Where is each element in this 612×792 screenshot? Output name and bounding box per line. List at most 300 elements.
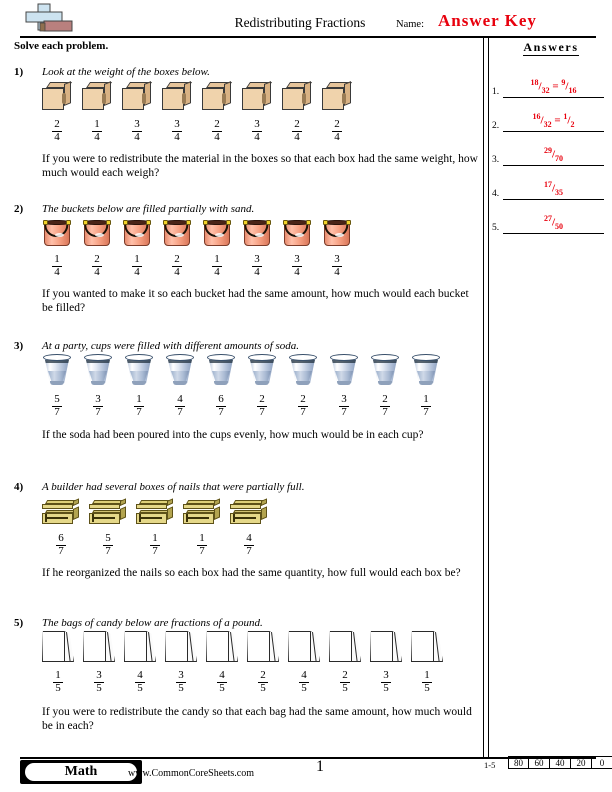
object-art (162, 217, 192, 247)
fraction-label (92, 119, 102, 143)
object-row-cups (42, 353, 441, 420)
fraction-label (212, 254, 222, 278)
fraction-label (150, 533, 160, 557)
score-cell[interactable]: 0 (592, 756, 612, 769)
problem-question: If you were to redistribute the material in the boxes so that each box had the same weight, how much would each weigh? (42, 153, 478, 180)
object-with-fraction (322, 82, 352, 145)
answer-blank-line (503, 199, 604, 200)
object-art (329, 353, 359, 387)
object-art (82, 82, 112, 112)
candy-bag-icon (288, 631, 320, 663)
fraction-numerator: 3 (254, 118, 260, 130)
answer-row-1 (492, 70, 604, 98)
score-cell[interactable]: 80 (508, 756, 529, 769)
bucket-icon (282, 217, 312, 247)
fraction-numerator: 2 (294, 118, 300, 130)
fraction-label (332, 254, 342, 278)
fraction-denominator: 5 (260, 681, 266, 694)
cardboard-box-icon (202, 82, 232, 112)
answer-number: 5. (492, 223, 500, 233)
object-art (124, 631, 156, 663)
answer-value: $^{29}/_{70}$ (543, 146, 564, 163)
answer-row-2 (492, 104, 604, 132)
fraction-label (216, 394, 226, 418)
object-with-fraction (122, 217, 152, 280)
fraction-label (340, 670, 350, 694)
page-number: 1 (316, 758, 324, 775)
object-art (322, 217, 352, 247)
object-art (370, 353, 400, 387)
bucket-icon (122, 217, 152, 247)
fraction-denominator: 4 (294, 130, 300, 143)
fraction-numerator: 1 (94, 118, 100, 130)
fraction-numerator: 2 (174, 253, 180, 265)
cardboard-box-icon (242, 82, 272, 112)
fraction-denominator: 7 (382, 405, 388, 418)
object-with-fraction (42, 353, 72, 420)
cardboard-box-icon (42, 82, 72, 112)
object-with-fraction (122, 82, 152, 145)
answer-number: 3. (492, 155, 500, 165)
object-with-fraction (411, 631, 443, 696)
fraction-numerator: 1 (214, 253, 220, 265)
fraction-label (132, 119, 142, 143)
fraction-numerator: 2 (94, 253, 100, 265)
answer-blank-line (503, 97, 604, 98)
fraction-label (381, 670, 391, 694)
fraction-denominator: 5 (301, 681, 307, 694)
nail-box-icon (183, 500, 221, 526)
fraction-numerator: 3 (96, 669, 102, 681)
problem-intro: The bags of candy below are fractions of a pound. (42, 617, 263, 629)
problem-intro: At a party, cups were filled with different amounts of soda. (42, 340, 300, 352)
object-art (288, 353, 318, 387)
fraction-label (94, 670, 104, 694)
problem-number: 4) (14, 481, 24, 493)
fraction-label (176, 670, 186, 694)
answer-simplified-denominator: 2 (570, 120, 575, 129)
fraction-label (257, 394, 267, 418)
object-with-fraction (242, 217, 272, 280)
object-with-fraction (206, 353, 236, 420)
problem-number: 3) (14, 340, 24, 352)
object-with-fraction (136, 500, 174, 559)
object-art (183, 500, 221, 526)
object-art (202, 82, 232, 112)
object-with-fraction (370, 631, 402, 696)
object-art (122, 217, 152, 247)
answer-numerator: 17 (543, 180, 552, 190)
object-with-fraction (89, 500, 127, 559)
bucket-icon (322, 217, 352, 247)
object-art (42, 500, 80, 526)
answers-heading-text: Answers (523, 40, 579, 54)
object-with-fraction (247, 353, 277, 420)
object-with-fraction (282, 217, 312, 280)
object-with-fraction (411, 353, 441, 420)
fraction-numerator: 1 (55, 669, 61, 681)
candy-bag-icon (83, 631, 115, 663)
fraction-denominator: 5 (383, 681, 389, 694)
candy-bag-icon (165, 631, 197, 663)
fraction-label (299, 670, 309, 694)
answer-denominator: 35 (555, 188, 564, 197)
instructions-text: Solve each problem. (14, 40, 109, 52)
object-with-fraction (42, 82, 72, 145)
page-header (0, 0, 612, 40)
answer-value: $^{18}/_{32} = ^9/_{16}$ (530, 78, 577, 95)
fraction-label (197, 533, 207, 557)
answer-equals: = (552, 80, 559, 93)
answer-number: 4. (492, 189, 500, 199)
object-with-fraction (124, 631, 156, 696)
fraction-denominator: 7 (152, 544, 158, 557)
object-with-fraction (162, 217, 192, 280)
fraction-denominator: 7 (95, 405, 101, 418)
fraction-numerator: 1 (152, 532, 158, 544)
fraction-denominator: 7 (259, 405, 265, 418)
fraction-numerator: 3 (334, 253, 340, 265)
object-art (162, 82, 192, 112)
cardboard-box-icon (82, 82, 112, 112)
problem-intro: A builder had several boxes of nails that were partially full. (42, 481, 305, 493)
score-cell[interactable]: 60 (529, 756, 550, 769)
fraction-numerator: 2 (214, 118, 220, 130)
object-art (165, 353, 195, 387)
answer-row-5 (492, 206, 604, 234)
object-with-fraction (282, 82, 312, 145)
object-with-fraction (247, 631, 279, 696)
fraction-label (134, 394, 144, 418)
fraction-label (212, 119, 222, 143)
answer-number: 2. (492, 121, 500, 131)
fraction-numerator: 3 (134, 118, 140, 130)
fraction-label (217, 670, 227, 694)
fraction-numerator: 2 (259, 393, 265, 405)
fraction-label (258, 670, 268, 694)
answer-denominator: 50 (555, 222, 564, 231)
fraction-numerator: 1 (199, 532, 205, 544)
fraction-numerator: 2 (300, 393, 306, 405)
fraction-numerator: 1 (424, 669, 430, 681)
object-with-fraction (206, 631, 238, 696)
fraction-numerator: 4 (177, 393, 183, 405)
object-with-fraction (202, 217, 232, 280)
bucket-icon (242, 217, 272, 247)
fraction-label (92, 254, 102, 278)
object-with-fraction (165, 631, 197, 696)
object-row-buckets (42, 217, 352, 280)
column-divider-right (488, 36, 489, 758)
problem-question: If you were to redistribute the candy so that each bag had the same amount, how much would be in each? (42, 706, 472, 733)
fraction-label (422, 670, 432, 694)
header-divider (20, 36, 596, 38)
object-art (230, 500, 268, 526)
fraction-denominator: 5 (137, 681, 143, 694)
object-with-fraction (288, 631, 320, 696)
fraction-numerator: 4 (301, 669, 307, 681)
problem-number: 5) (14, 617, 24, 629)
fraction-numerator: 4 (137, 669, 143, 681)
candy-bag-icon (370, 631, 402, 663)
answer-denominator: 32 (543, 120, 552, 129)
candy-bag-icon (124, 631, 156, 663)
object-art (83, 353, 113, 387)
name-label: Name: (396, 19, 424, 30)
cup-icon (165, 353, 195, 387)
problem-intro: The buckets below are filled partially with sand. (42, 203, 255, 215)
object-art (206, 353, 236, 387)
score-range-label: 1-5 (484, 760, 496, 770)
object-art (282, 82, 312, 112)
fraction-numerator: 2 (342, 669, 348, 681)
candy-bag-icon (206, 631, 238, 663)
object-with-fraction (42, 500, 80, 559)
fraction-denominator: 4 (334, 265, 340, 278)
object-art (42, 631, 74, 663)
object-with-fraction (42, 631, 74, 696)
fraction-denominator: 5 (424, 681, 430, 694)
fraction-numerator: 2 (382, 393, 388, 405)
score-cell[interactable]: 20 (571, 756, 592, 769)
object-with-fraction (183, 500, 221, 559)
fraction-numerator: 3 (294, 253, 300, 265)
fraction-label (172, 119, 182, 143)
answer-denominator: 70 (555, 154, 564, 163)
nail-box-icon (89, 500, 127, 526)
object-art (202, 217, 232, 247)
fraction-numerator: 3 (95, 393, 101, 405)
object-with-fraction (370, 353, 400, 420)
fraction-denominator: 7 (246, 544, 252, 557)
cup-icon (411, 353, 441, 387)
fraction-denominator: 4 (94, 265, 100, 278)
object-art (411, 631, 443, 663)
object-art (282, 217, 312, 247)
fraction-numerator: 4 (219, 669, 225, 681)
answer-blank-line (503, 233, 604, 234)
bucket-icon (82, 217, 112, 247)
object-with-fraction (329, 631, 361, 696)
object-art (242, 82, 272, 112)
object-with-fraction (322, 217, 352, 280)
answer-equals: = (554, 114, 561, 127)
cardboard-box-icon (122, 82, 152, 112)
object-art (42, 353, 72, 387)
fraction-denominator: 5 (96, 681, 102, 694)
nail-box-icon (42, 500, 80, 526)
score-table (508, 756, 612, 769)
fraction-label (175, 394, 185, 418)
object-art (288, 631, 320, 663)
fraction-label (244, 533, 254, 557)
fraction-denominator: 5 (342, 681, 348, 694)
fraction-label (252, 254, 262, 278)
answer-simplified-numerator: 9 (561, 78, 566, 88)
fraction-denominator: 7 (54, 405, 60, 418)
fraction-denominator: 7 (341, 405, 347, 418)
object-row-boxes (42, 82, 352, 145)
fraction-label (135, 670, 145, 694)
object-art (82, 217, 112, 247)
problem-question: If he reorganized the nails so each box had the same quantity, how full would each box be? (42, 567, 461, 579)
problem-question: If the soda had been poured into the cups evenly, how much would be in each cup? (42, 429, 424, 441)
nail-box-icon (136, 500, 174, 526)
fraction-numerator: 3 (341, 393, 347, 405)
fraction-denominator: 4 (54, 130, 60, 143)
answer-blank-line (503, 131, 604, 132)
problem-question: If you wanted to make it so each bucket had the same amount, how much would each bucket be filled? (42, 288, 469, 315)
fraction-denominator: 4 (214, 265, 220, 278)
fraction-denominator: 7 (218, 405, 224, 418)
answer-value: $^{27}/_{50}$ (543, 214, 564, 231)
fraction-denominator: 7 (199, 544, 205, 557)
object-art (206, 631, 238, 663)
fraction-denominator: 4 (334, 130, 340, 143)
fraction-numerator: 1 (134, 253, 140, 265)
fraction-denominator: 7 (177, 405, 183, 418)
problem-intro: Look at the weight of the boxes below. (42, 66, 210, 78)
object-with-fraction (83, 631, 115, 696)
fraction-label (298, 394, 308, 418)
fraction-denominator: 4 (134, 265, 140, 278)
fraction-numerator: 3 (174, 118, 180, 130)
fraction-denominator: 4 (214, 130, 220, 143)
answer-numerator: 16 (532, 112, 541, 122)
object-with-fraction (242, 82, 272, 145)
fraction-denominator: 7 (105, 544, 111, 557)
object-art (322, 82, 352, 112)
answer-row-4 (492, 172, 604, 200)
fraction-denominator: 5 (55, 681, 61, 694)
fraction-denominator: 4 (174, 130, 180, 143)
fraction-label (56, 533, 66, 557)
fraction-numerator: 6 (218, 393, 224, 405)
fraction-label (52, 394, 62, 418)
object-art (165, 631, 197, 663)
cup-icon (247, 353, 277, 387)
fraction-numerator: 1 (423, 393, 429, 405)
score-cell[interactable]: 40 (550, 756, 571, 769)
answer-numerator: 27 (543, 214, 552, 224)
object-art (370, 631, 402, 663)
answer-row-3 (492, 138, 604, 166)
candy-bag-icon (42, 631, 74, 663)
fraction-label (292, 119, 302, 143)
object-with-fraction (42, 217, 72, 280)
fraction-label (52, 254, 62, 278)
object-with-fraction (329, 353, 359, 420)
fraction-label (252, 119, 262, 143)
fraction-label (421, 394, 431, 418)
fraction-label (332, 119, 342, 143)
object-art (42, 217, 72, 247)
fraction-denominator: 5 (178, 681, 184, 694)
answer-number: 1. (492, 87, 500, 97)
cup-icon (42, 353, 72, 387)
fraction-denominator: 4 (174, 265, 180, 278)
fraction-label (93, 394, 103, 418)
site-url: www.CommonCoreSheets.com (128, 768, 255, 779)
fraction-denominator: 7 (58, 544, 64, 557)
cardboard-box-icon (282, 82, 312, 112)
column-divider-left (483, 36, 484, 758)
answer-simplified-numerator: 1 (563, 112, 568, 122)
fraction-numerator: 2 (260, 669, 266, 681)
answer-simplified-denominator: 16 (568, 86, 577, 95)
fraction-denominator: 7 (136, 405, 142, 418)
object-with-fraction (162, 82, 192, 145)
answer-value: $^{16}/_{32} = ^1/_2$ (532, 112, 575, 129)
fraction-numerator: 4 (246, 532, 252, 544)
object-art (89, 500, 127, 526)
subject-badge (20, 760, 142, 784)
object-art (124, 353, 154, 387)
cup-icon (83, 353, 113, 387)
candy-bag-icon (329, 631, 361, 663)
fraction-label (172, 254, 182, 278)
fraction-numerator: 3 (178, 669, 184, 681)
object-art (42, 82, 72, 112)
page-title: Redistributing Fractions (234, 15, 366, 30)
fraction-denominator: 4 (254, 265, 260, 278)
object-with-fraction (288, 353, 318, 420)
object-art (83, 631, 115, 663)
subject-badge-label: Math (25, 763, 137, 781)
fraction-numerator: 3 (383, 669, 389, 681)
object-art (329, 631, 361, 663)
fraction-label (339, 394, 349, 418)
fraction-denominator: 4 (134, 130, 140, 143)
answer-denominator: 32 (541, 86, 550, 95)
object-with-fraction (83, 353, 113, 420)
fraction-label (132, 254, 142, 278)
fraction-denominator: 4 (94, 130, 100, 143)
candy-bag-icon (411, 631, 443, 663)
cup-icon (206, 353, 236, 387)
fraction-denominator: 7 (300, 405, 306, 418)
cup-icon (288, 353, 318, 387)
object-art (122, 82, 152, 112)
fraction-label (380, 394, 390, 418)
object-art (136, 500, 174, 526)
object-with-fraction (124, 353, 154, 420)
fraction-label (103, 533, 113, 557)
answer-numerator: 18 (530, 78, 539, 88)
cup-icon (329, 353, 359, 387)
object-with-fraction (82, 217, 112, 280)
answer-key-label: Answer Key (438, 11, 537, 30)
bucket-icon (42, 217, 72, 247)
fraction-numerator: 1 (136, 393, 142, 405)
fraction-label (53, 670, 63, 694)
answers-heading (496, 40, 606, 55)
answer-blank-line (503, 165, 604, 166)
object-art (411, 353, 441, 387)
fraction-label (52, 119, 62, 143)
object-art (247, 353, 277, 387)
fraction-numerator: 6 (58, 532, 64, 544)
answer-numerator: 29 (543, 146, 552, 156)
fraction-denominator: 4 (54, 265, 60, 278)
fraction-denominator: 4 (254, 130, 260, 143)
fraction-numerator: 3 (254, 253, 260, 265)
object-art (247, 631, 279, 663)
cardboard-box-icon (162, 82, 192, 112)
bucket-icon (202, 217, 232, 247)
fraction-denominator: 7 (423, 405, 429, 418)
nail-box-icon (230, 500, 268, 526)
